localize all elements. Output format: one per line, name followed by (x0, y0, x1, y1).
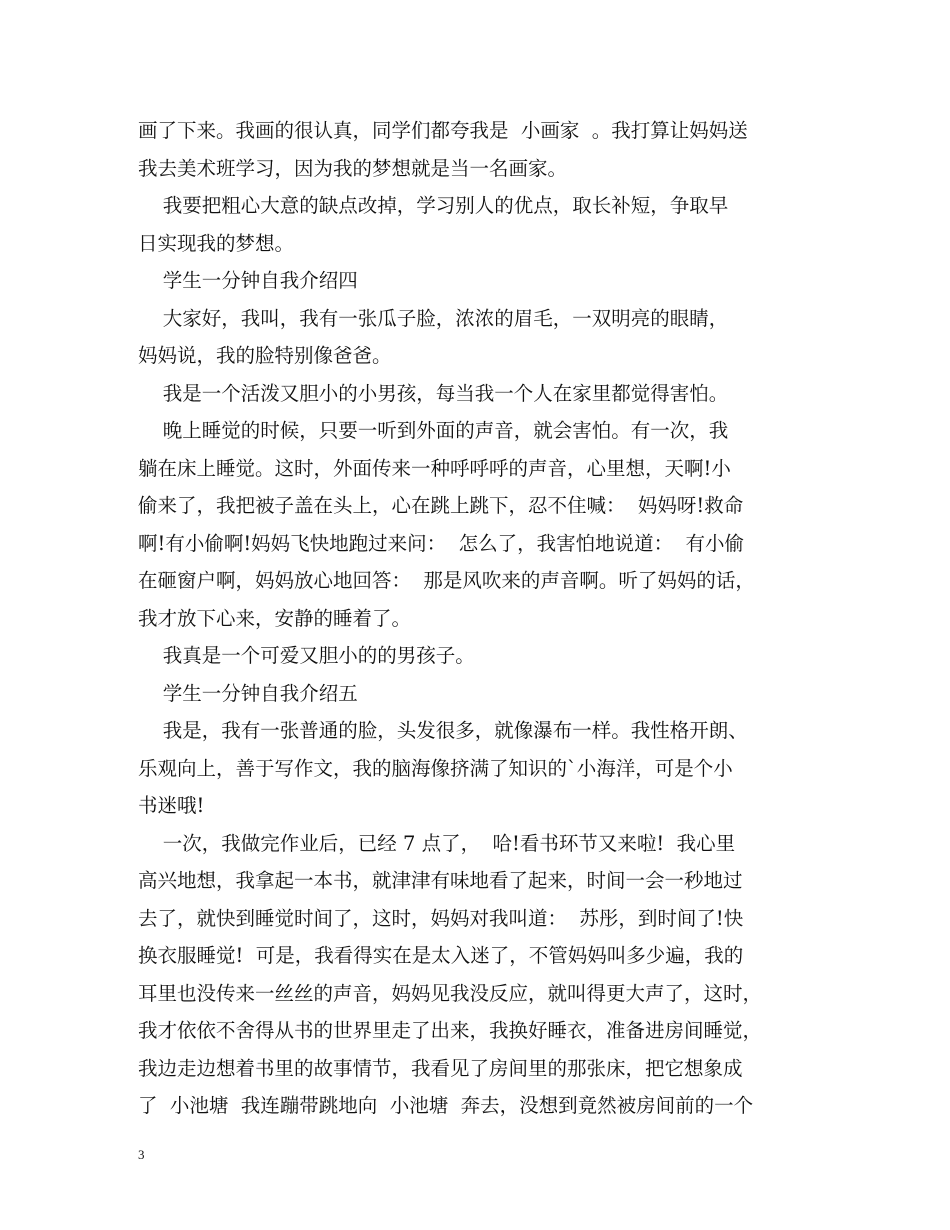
text-line: 我是，我有一张普通的脸，头发很多，就像瀑布一样。我性格开朗、 (138, 719, 748, 742)
document-body (138, 112, 838, 1125)
text-line: 我去美术班学习，因为我的梦想就是当一名画家。 (138, 156, 568, 180)
text-line: 高兴地想，我拿起一本书，就津津有味地看了起来，时间一会一秒地过 (138, 869, 743, 892)
text-line: 躺在床上睡觉。这时，外面传来一种呼呼呼的声音，心里想，天啊!小 (138, 456, 731, 480)
text-line: 去了，就快到睡觉时间了，这时，妈妈对我叫道： 苏彤，到时间了!快 (138, 906, 744, 930)
text-line: 乐观向上，善于写作文，我的脑海像挤满了知识的`小海洋，可是个小 (138, 756, 733, 780)
text-line: 换衣服睡觉! 可是，我看得实在是太入迷了，不管妈妈叫多少遍，我的 (138, 944, 744, 967)
text-line: 妈妈说，我的脸特别像爸爸。 (138, 344, 392, 367)
text-line: 晚上睡觉的时候，只要一听到外面的声音，就会害怕。有一次，我 (138, 419, 729, 442)
text-line: 啊!有小偷啊!妈妈飞快地跑过来问： 怎么了，我害怕地说道： 有小偷 (138, 531, 744, 555)
page-number: 3 (138, 1147, 145, 1162)
text-line: 耳里也没传来一丝丝的声音，妈妈见我没反应，就叫得更大声了，这时， (138, 981, 763, 1005)
text-line: 日实现我的梦想。 (138, 231, 295, 255)
text-line: 一次，我做完作业后，已经 7 点了， 哈!看书环节又来啦! 我心里 (138, 831, 736, 855)
text-line: 大家好，我叫，我有一张瓜子脸，浓浓的眉毛，一双明亮的眼睛， (138, 306, 729, 330)
text-line: 在砸窗户啊，妈妈放心地回答： 那是风吹来的声音啊。听了妈妈的话， (138, 569, 755, 592)
text-line: 我才放下心来，安静的睡着了。 (138, 606, 412, 630)
text-line: 了 小池塘 我连蹦带跳地向 小池塘 奔去，没想到竟然被房间前的一个 (138, 1094, 754, 1117)
section-heading: 学生一分钟自我介绍四 (138, 269, 358, 292)
text-line: 我真是一个可爱又胆小的的男孩子。 (138, 644, 475, 667)
text-line: 我是一个活泼又胆小的小男孩，每当我一个人在家里都觉得害怕。 (138, 381, 729, 405)
text-line: 我边走边想着书里的故事情节，我看见了房间里的那张床，把它想象成 (138, 1056, 743, 1080)
text-line: 书迷哦! (138, 794, 205, 817)
text-line: 我要把粗心大意的缺点改掉，学习别人的优点，取长补短，争取早 (138, 194, 729, 217)
text-line: 我才依依不舍得从书的世界里走了出来，我换好睡衣，准备进房间睡觉， (138, 1019, 763, 1042)
text-line: 偷来了，我把被子盖在头上，心在跳上跳下，忍不住喊： 妈妈呀!救命 (138, 494, 744, 517)
text-line: 画了下来。我画的很认真，同学们都夸我是 小画家 。我打算让妈妈送 (138, 119, 748, 142)
section-heading: 学生一分钟自我介绍五 (138, 681, 358, 705)
